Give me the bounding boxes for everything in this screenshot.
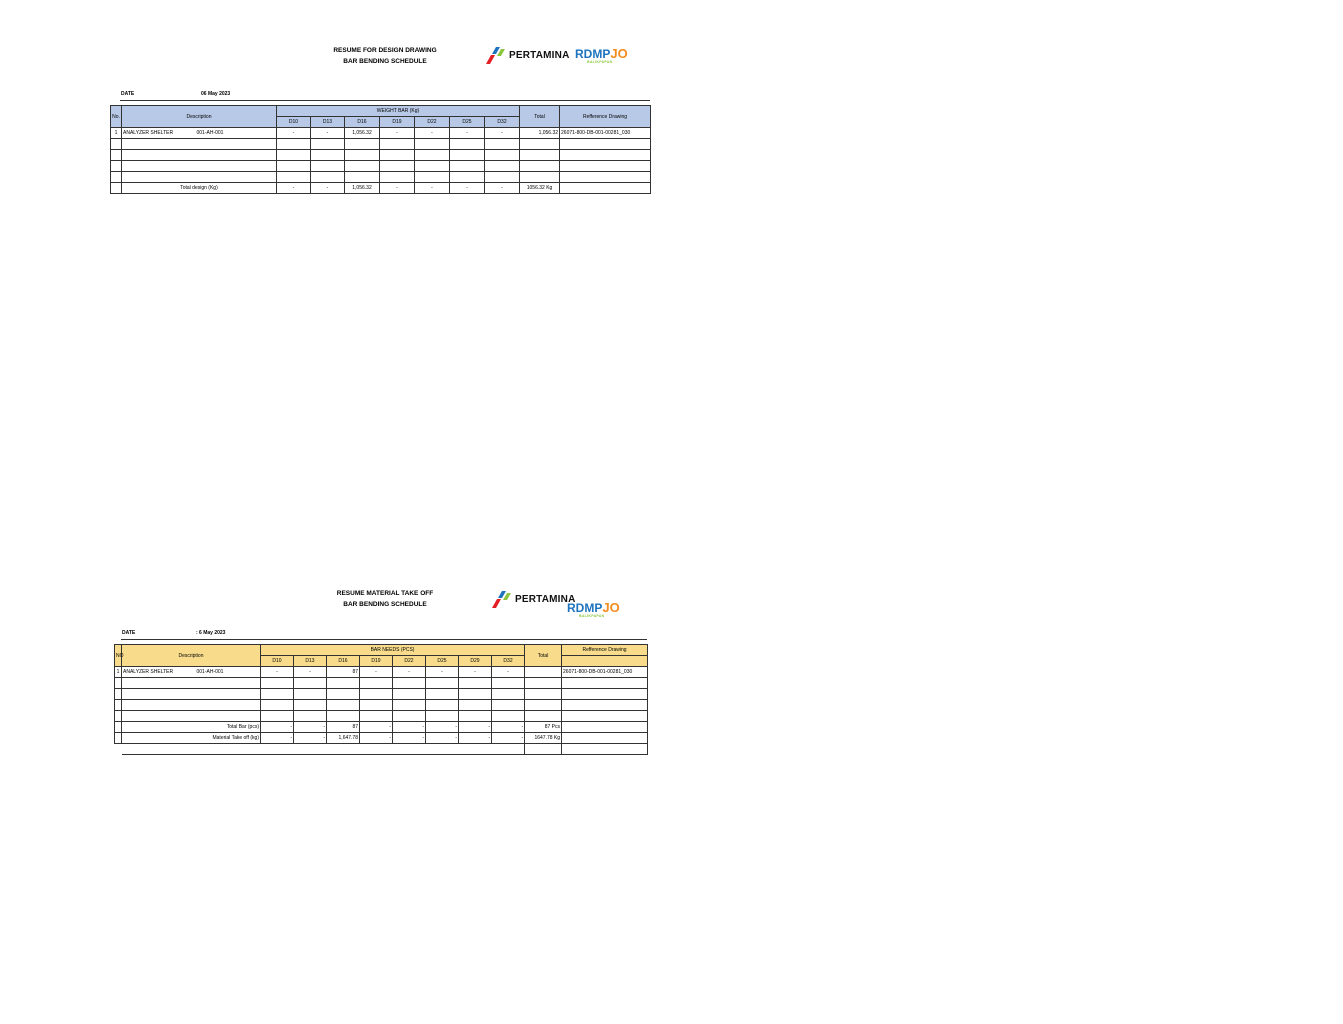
total-d22: -	[415, 183, 450, 194]
total-d16: 1,056.32	[345, 183, 380, 194]
total-d25: -	[450, 183, 485, 194]
mto-d16: 1,647.78	[327, 733, 360, 744]
cell-d22: -	[415, 128, 450, 139]
table-row	[115, 667, 648, 678]
table-row	[115, 689, 648, 700]
header-reference: Refference Drawing	[560, 106, 651, 128]
section1-title-line1: RESUME FOR DESIGN DRAWING	[333, 47, 437, 54]
total-d10: -	[277, 183, 311, 194]
total-d32: -	[485, 183, 520, 194]
table-row	[115, 678, 648, 689]
total-bar-d22: -	[393, 722, 426, 733]
total-row	[111, 183, 651, 194]
cell-description-text: ANALYZER SHELTER	[123, 669, 174, 675]
cell-d32: -	[492, 667, 525, 678]
material-take-off-row	[115, 733, 648, 744]
header-d19: D19	[360, 656, 393, 667]
total-bar-d16: 87	[327, 722, 360, 733]
pertamina-emblem-icon	[484, 44, 506, 66]
header-description: Description	[122, 645, 261, 667]
mto-d25: -	[426, 733, 459, 744]
rdmp-jo-logo	[567, 600, 1335, 618]
total-bar-d32: -	[492, 722, 525, 733]
header-d32: D32	[485, 117, 520, 128]
cell-reference: 26071-800-DB-001-00281_030	[560, 128, 651, 139]
table-row	[115, 744, 648, 755]
mto-d13: -	[294, 733, 327, 744]
rdmp-wordmark: RDMP	[575, 47, 611, 61]
cell-reference: 26071-800-DB-001-00281_030	[562, 667, 648, 678]
header-d16: D16	[327, 656, 360, 667]
total-bar-label: Total Bar (pcs)	[122, 722, 261, 733]
section1-date-rule	[120, 100, 650, 101]
header-d13: D13	[294, 656, 327, 667]
total-bar-sum: 87 Pcs	[525, 722, 562, 733]
cell-d22: -	[393, 667, 426, 678]
header-d22: D22	[393, 656, 426, 667]
section2-title	[300, 590, 470, 608]
cell-code: 001-AH-001	[196, 669, 224, 675]
cell-d25: -	[426, 667, 459, 678]
pertamina-logo	[490, 588, 576, 610]
header-d19: D19	[380, 117, 415, 128]
section2-date-value: : 6 May 2023	[196, 630, 226, 636]
table-row	[111, 128, 651, 139]
section2-date-rule	[121, 639, 647, 640]
header-d25: D25	[426, 656, 459, 667]
header-description: Description	[122, 106, 277, 128]
cell-d32: -	[485, 128, 520, 139]
total-bar-d19: -	[360, 722, 393, 733]
mto-d29: -	[459, 733, 492, 744]
cell-no: 1	[115, 667, 122, 678]
mto-d32: -	[492, 733, 525, 744]
cell-d16: 1,056.32	[345, 128, 380, 139]
section2-date-label: DATE	[122, 630, 136, 636]
rdmp-jo-logo	[575, 46, 1343, 64]
pertamina-emblem-icon	[490, 588, 512, 610]
pertamina-wordmark: PERTAMINA	[515, 593, 576, 605]
jo-wordmark: JO	[610, 46, 628, 61]
jo-wordmark: JO	[602, 600, 620, 615]
header-no: No.	[111, 106, 122, 128]
table-header-row	[115, 645, 648, 656]
header-d32: D32	[492, 656, 525, 667]
mto-label: Material Take off (kg)	[122, 733, 261, 744]
cell-no: 1	[111, 128, 122, 139]
mto-sum: 1647.78 Kg	[525, 733, 562, 744]
total-bar-d13: -	[294, 722, 327, 733]
total-d19: -	[380, 183, 415, 194]
section1-date-value: 06 May 2023	[201, 91, 231, 97]
cell-d19: -	[380, 128, 415, 139]
total-sum: 1056.32 Kg	[520, 183, 560, 194]
table-row	[111, 172, 651, 183]
section2-title-line2: BAR BENDING SCHEDULE	[343, 601, 427, 608]
cell-d16: 87	[327, 667, 360, 678]
section1-title	[300, 47, 470, 65]
table-row	[111, 139, 651, 150]
pertamina-logo	[484, 44, 570, 66]
cell-d13: -	[311, 128, 345, 139]
table-row	[115, 711, 648, 722]
cell-description	[122, 667, 261, 678]
header-d29: D29	[459, 656, 492, 667]
header-d10: D10	[261, 656, 294, 667]
cell-d10: -	[277, 128, 311, 139]
header-d16: D16	[345, 117, 380, 128]
total-bar-d10: -	[261, 722, 294, 733]
table-row	[111, 161, 651, 172]
header-bar-needs: BAR NEEDS (PCS)	[261, 645, 525, 656]
cell-d13: -	[294, 667, 327, 678]
bar-needs-table	[114, 644, 648, 755]
header-reference: Refference Drawing	[562, 645, 648, 656]
section1-title-line2: BAR BENDING SCHEDULE	[343, 58, 427, 65]
mto-d19: -	[360, 733, 393, 744]
total-bar-d29: -	[459, 722, 492, 733]
total-d13: -	[311, 183, 345, 194]
header-d25: D25	[450, 117, 485, 128]
table-row	[111, 150, 651, 161]
cell-description-text: ANALYZER SHELTER	[123, 130, 174, 136]
total-label: Total design (Kg)	[122, 183, 277, 194]
header-d10: D10	[277, 117, 311, 128]
header-total: Total	[520, 106, 560, 128]
cell-d19: -	[360, 667, 393, 678]
section1-date-label: DATE	[121, 91, 135, 97]
header-d22: D22	[415, 117, 450, 128]
weight-bar-table	[110, 105, 651, 194]
total-bar-d25: -	[426, 722, 459, 733]
cell-code: 001-AH-001	[196, 130, 224, 136]
cell-d10: -	[261, 667, 294, 678]
total-bar-row	[115, 722, 648, 733]
mto-d10: -	[261, 733, 294, 744]
table-row	[115, 700, 648, 711]
header-total: Total	[525, 645, 562, 667]
cell-total	[525, 667, 562, 678]
header-weight-bar: WEIGHT BAR (Kg)	[277, 106, 520, 117]
section2-title-line1: RESUME MATERIAL TAKE OFF	[336, 590, 434, 597]
rdmp-subtitle: BALIKPAPAN	[579, 614, 605, 618]
header-no: NO	[115, 645, 122, 667]
pertamina-wordmark: PERTAMINA	[509, 49, 570, 61]
cell-description	[122, 128, 277, 139]
header-d13: D13	[311, 117, 345, 128]
cell-d29: -	[459, 667, 492, 678]
rdmp-wordmark: RDMP	[567, 601, 603, 615]
table-header-row	[111, 106, 651, 117]
cell-total: 1,056.32	[520, 128, 560, 139]
cell-d25: -	[450, 128, 485, 139]
rdmp-subtitle: BALIKPAPAN	[587, 60, 613, 64]
mto-d22: -	[393, 733, 426, 744]
